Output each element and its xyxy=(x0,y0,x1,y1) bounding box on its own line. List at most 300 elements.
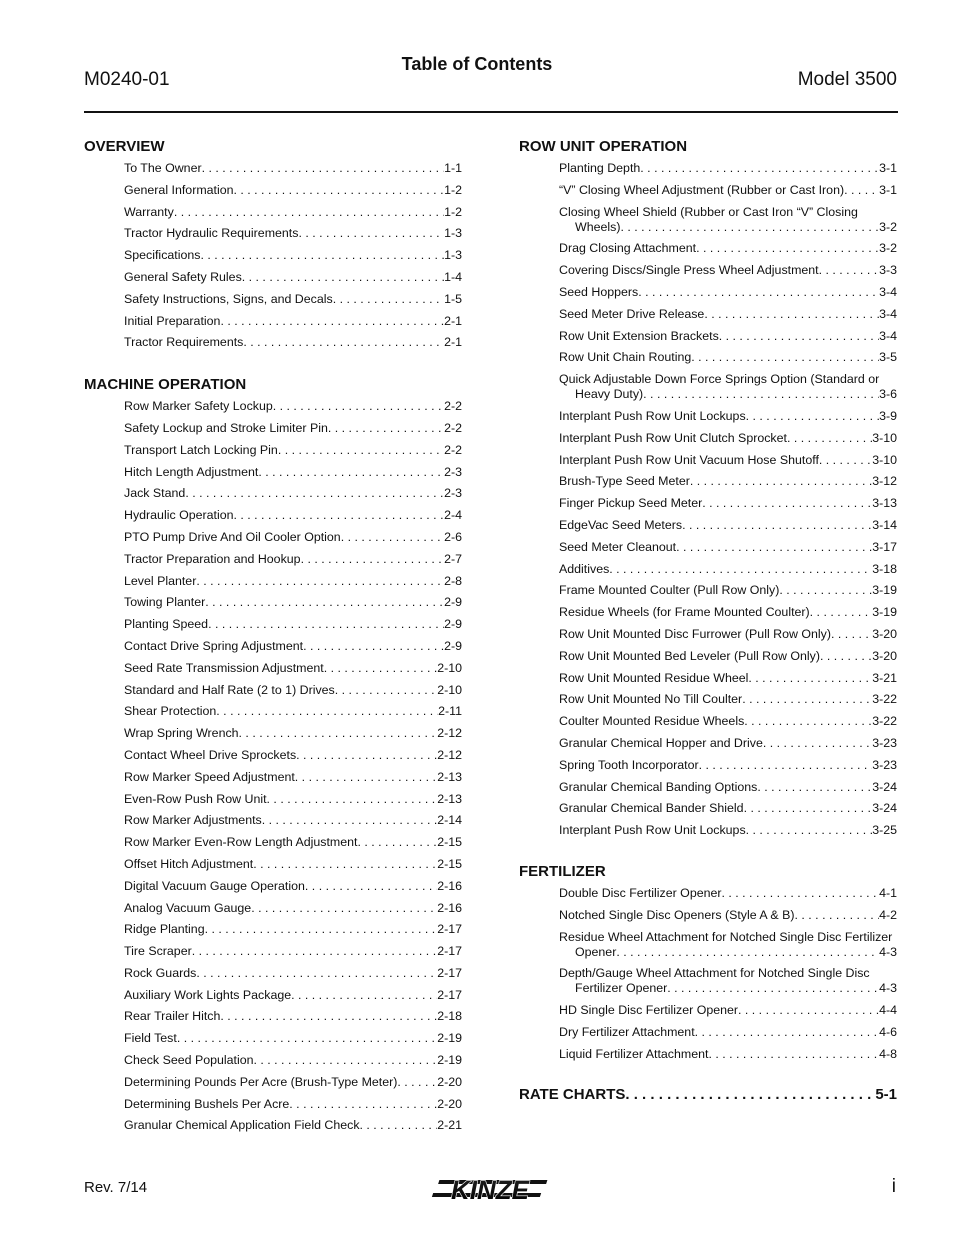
entry-title: EdgeVac Seed Meters xyxy=(559,517,683,532)
toc-entry[interactable] xyxy=(559,714,897,729)
page-number: 1-2 xyxy=(444,182,462,197)
page-number: 3-2 xyxy=(879,241,897,256)
page-number: 2-17 xyxy=(437,922,462,937)
leader-dots xyxy=(609,562,872,577)
entry-title: Towing Planter xyxy=(124,595,206,610)
toc-entry[interactable] xyxy=(559,562,897,577)
page-number: 2-2 xyxy=(444,420,462,435)
logo-text: KINZE xyxy=(451,1175,529,1205)
leader-dots xyxy=(676,540,872,555)
page-number: 3-21 xyxy=(872,670,897,685)
leader-dots xyxy=(341,530,444,545)
page-number: 4-3 xyxy=(879,944,897,959)
leader-dots xyxy=(704,307,879,322)
toc-entry[interactable] xyxy=(559,350,897,365)
toc-entry[interactable] xyxy=(559,966,897,996)
entry-title: Row Unit Mounted Residue Wheel xyxy=(559,670,749,685)
entry-title: Frame Mounted Coulter (Pull Row Only) xyxy=(559,583,780,598)
page-number: 2-19 xyxy=(437,1031,462,1046)
leader-dots xyxy=(643,387,879,402)
page-number: 3-14 xyxy=(872,517,897,532)
leader-dots xyxy=(722,886,880,901)
toc-right-column xyxy=(519,138,897,1103)
entry-title: Additives xyxy=(559,561,610,576)
toc-entry[interactable] xyxy=(124,661,462,676)
toc-entry[interactable] xyxy=(124,335,462,350)
leader-dots xyxy=(202,161,444,176)
toc-entry[interactable] xyxy=(124,770,462,785)
leader-dots xyxy=(296,748,437,763)
page-number: 3-19 xyxy=(872,583,897,598)
entry-title: Transport Latch Locking Pin xyxy=(124,442,278,457)
page-number: 2-9 xyxy=(444,617,462,632)
toc-entry[interactable] xyxy=(124,1118,462,1133)
toc-entry[interactable] xyxy=(559,649,897,664)
toc-entry[interactable] xyxy=(559,671,897,686)
leader-dots xyxy=(267,792,438,807)
toc-entry[interactable] xyxy=(559,886,897,901)
page-number: 4-2 xyxy=(879,907,897,922)
entry-title: Tractor Hydraulic Requirements xyxy=(124,226,299,241)
leader-dots xyxy=(234,508,445,523)
entry-title: Spring Tooth Incorporator xyxy=(559,757,699,772)
entry-title: Tire Scraper xyxy=(124,944,192,959)
toc-entry[interactable] xyxy=(124,314,462,329)
leader-dots xyxy=(746,823,873,838)
page-number: 2-12 xyxy=(437,726,462,741)
toc-entry[interactable] xyxy=(124,421,462,436)
toc-entry[interactable] xyxy=(559,183,897,198)
leader-dots xyxy=(205,595,444,610)
page-number: 1-3 xyxy=(444,248,462,263)
toc-entries xyxy=(124,399,462,1133)
entry-title: Auxiliary Work Lights Package xyxy=(124,987,292,1002)
entry-title: Row Marker Speed Adjustment xyxy=(124,769,295,784)
toc-entry[interactable] xyxy=(124,552,462,567)
page-number: 3-17 xyxy=(872,539,897,554)
toc-entry[interactable] xyxy=(559,908,897,923)
toc-entry[interactable] xyxy=(559,431,897,446)
toc-entry[interactable] xyxy=(124,966,462,981)
leader-dots xyxy=(254,1053,438,1068)
page-number: 2-20 xyxy=(437,1096,462,1111)
toc-entry[interactable] xyxy=(124,683,462,698)
page-number: 2-13 xyxy=(437,769,462,784)
leader-dots xyxy=(196,966,437,981)
leader-dots xyxy=(278,443,444,458)
toc-entry[interactable] xyxy=(559,285,897,300)
page-number: 1-5 xyxy=(444,291,462,306)
page-number: 2-7 xyxy=(444,551,462,566)
revision-label: Rev. 7/14 xyxy=(84,1179,148,1196)
leader-dots xyxy=(742,692,872,707)
section-title: MACHINE OPERATION xyxy=(84,376,247,394)
toc-entries xyxy=(559,161,897,838)
page-number: 1-2 xyxy=(444,204,462,219)
toc-entry[interactable] xyxy=(124,205,462,220)
toc-entry[interactable] xyxy=(124,226,462,241)
leader-dots xyxy=(258,465,444,480)
page-number: 2-17 xyxy=(437,965,462,980)
entry-title: Determining Pounds Per Acre (Brush-Type Meter) xyxy=(124,1074,398,1089)
toc-entry[interactable] xyxy=(124,792,462,807)
toc-entry[interactable] xyxy=(124,486,462,501)
entry-title: Determining Bushels Per Acre xyxy=(124,1096,290,1111)
leader-dots xyxy=(638,285,879,300)
leader-dots xyxy=(702,496,872,511)
section-machine-operation xyxy=(84,376,462,1133)
toc-entry[interactable] xyxy=(124,1031,462,1046)
section-title: RATE CHARTS xyxy=(519,1086,626,1104)
page-number: 2-10 xyxy=(437,682,462,697)
toc-entry-rate-charts[interactable] xyxy=(519,1086,897,1103)
entry-title: General Safety Rules xyxy=(124,269,242,284)
entry-title: Residue Wheel Attachment for Notched Single Disc Fertilizer xyxy=(559,929,893,944)
toc-entry[interactable] xyxy=(124,248,462,263)
entry-title: Interplant Push Row Unit Lockups xyxy=(559,823,746,838)
entry-title-continued: Opener xyxy=(575,944,617,959)
toc-entry[interactable] xyxy=(559,736,897,751)
entry-title: Depth/Gauge Wheel Attachment for Notched Single Disc xyxy=(559,966,870,981)
entry-title: Safety Lockup and Stroke Limiter Pin xyxy=(124,420,328,435)
entry-title: Contact Wheel Drive Sprockets xyxy=(124,747,297,762)
toc-entry[interactable] xyxy=(559,780,897,795)
page-number: 3-9 xyxy=(879,408,897,423)
toc-entry[interactable] xyxy=(124,901,462,916)
page-number: 2-19 xyxy=(437,1053,462,1068)
entry-title: Analog Vacuum Gauge xyxy=(124,900,252,915)
leader-dots xyxy=(667,981,879,996)
toc-entry[interactable] xyxy=(559,540,897,555)
toc-entry[interactable] xyxy=(124,443,462,458)
leader-dots xyxy=(262,813,437,828)
toc-entries xyxy=(559,886,897,1062)
leader-dots xyxy=(289,1097,437,1112)
entry-title: Drag Closing Attachment xyxy=(559,241,697,256)
page-number: 2-16 xyxy=(437,900,462,915)
toc-entry[interactable] xyxy=(559,930,897,960)
leader-dots xyxy=(820,649,872,664)
entry-title: Row Unit Mounted Disc Furrower (Pull Row Only) xyxy=(559,626,831,641)
toc-entry[interactable] xyxy=(124,292,462,307)
toc-entry[interactable] xyxy=(559,161,897,176)
entry-title: Row Marker Even-Row Length Adjustment xyxy=(124,835,358,850)
toc-entry[interactable] xyxy=(559,1025,897,1040)
page-number: 3-4 xyxy=(879,284,897,299)
entry-title: Closing Wheel Shield (Rubber or Cast Iron “V” Closing xyxy=(559,204,858,219)
page-number: 3-12 xyxy=(872,474,897,489)
entry-title: Granular Chemical Hopper and Drive xyxy=(559,735,763,750)
leader-dots xyxy=(682,518,872,533)
toc-entry[interactable] xyxy=(559,496,897,511)
page-number: 2-6 xyxy=(444,529,462,544)
toc-entry[interactable] xyxy=(559,409,897,424)
toc-entry[interactable] xyxy=(124,508,462,523)
leader-dots xyxy=(251,901,437,916)
entry-title: To The Owner xyxy=(124,161,202,175)
toc-entry[interactable] xyxy=(559,453,897,468)
page-number: 3-20 xyxy=(872,648,897,663)
leader-dots xyxy=(185,486,444,501)
leader-dots xyxy=(810,605,873,620)
toc-entry[interactable] xyxy=(559,692,897,707)
leader-dots xyxy=(691,350,879,365)
toc-entry[interactable] xyxy=(124,704,462,719)
entry-title: Seed Rate Transmission Adjustment xyxy=(124,660,324,675)
leader-dots xyxy=(819,453,872,468)
toc-entry[interactable] xyxy=(124,835,462,850)
page-number: 2-3 xyxy=(444,464,462,479)
entry-title: Ridge Planting xyxy=(124,922,205,937)
leader-dots xyxy=(695,1025,879,1040)
entry-title: “V” Closing Wheel Adjustment (Rubber or Cast Iron) xyxy=(559,182,845,197)
entry-title: Safety Instructions, Signs, and Decals xyxy=(124,291,333,306)
toc-entry[interactable] xyxy=(124,922,462,937)
page-number: 2-16 xyxy=(437,878,462,893)
entry-title: Coulter Mounted Residue Wheels xyxy=(559,714,745,729)
toc-entry[interactable] xyxy=(559,372,897,402)
leader-dots xyxy=(291,988,437,1003)
leader-dots xyxy=(831,627,872,642)
toc-entry[interactable] xyxy=(124,1053,462,1068)
toc-entry[interactable] xyxy=(559,263,897,278)
toc-entry[interactable] xyxy=(559,605,897,620)
entry-title: Double Disc Fertilizer Opener xyxy=(559,885,722,900)
toc-entry[interactable] xyxy=(124,530,462,545)
entry-title: Even-Row Push Row Unit xyxy=(124,791,267,806)
leader-dots xyxy=(328,421,444,436)
toc-entry[interactable] xyxy=(559,801,897,816)
page-number: 4-8 xyxy=(879,1046,897,1061)
page-number: 2-2 xyxy=(444,399,462,414)
page-number: 2-12 xyxy=(437,747,462,762)
toc-entry[interactable] xyxy=(124,1075,462,1090)
toc-entry[interactable] xyxy=(124,465,462,480)
entry-title: Row Unit Extension Brackets xyxy=(559,328,719,343)
entry-title: Row Unit Mounted Bed Leveler (Pull Row Only) xyxy=(559,648,821,663)
toc-entry[interactable] xyxy=(124,1009,462,1024)
entry-title: Interplant Push Row Unit Vacuum Hose Shutoff xyxy=(559,452,819,467)
leader-dots xyxy=(819,263,879,278)
toc-entry[interactable] xyxy=(124,595,462,610)
entry-title: Specifications xyxy=(124,248,201,263)
toc-entry[interactable] xyxy=(559,205,897,235)
toc-entry[interactable] xyxy=(124,183,462,198)
section-row-unit-operation xyxy=(519,138,897,838)
page-number: 1-1 xyxy=(444,161,462,175)
page-number: 4-3 xyxy=(879,981,897,996)
leader-dots xyxy=(205,922,438,937)
entry-title: Initial Preparation xyxy=(124,313,221,328)
leader-dots xyxy=(397,1075,437,1090)
page-number: 2-11 xyxy=(438,704,462,719)
leader-dots xyxy=(216,704,438,719)
leader-dots xyxy=(748,671,872,686)
toc-entry[interactable] xyxy=(124,270,462,285)
leader-dots xyxy=(239,726,438,741)
toc-entry[interactable] xyxy=(559,627,897,642)
page-number-footer: i xyxy=(891,1176,896,1197)
section-title: FERTILIZER xyxy=(519,862,606,880)
page-number: 3-24 xyxy=(872,801,897,816)
section-overview xyxy=(84,138,462,350)
toc-entry[interactable] xyxy=(559,1003,897,1018)
leader-dots xyxy=(253,857,437,872)
kinze-logo xyxy=(430,1172,550,1206)
toc-entry[interactable] xyxy=(124,399,462,414)
entry-title: Seed Hoppers xyxy=(559,284,639,299)
page-number: 3-24 xyxy=(872,779,897,794)
leader-dots xyxy=(357,835,437,850)
entry-title: Row Unit Mounted No Till Coulter xyxy=(559,692,743,707)
toc-entry[interactable] xyxy=(559,823,897,838)
page-number: 2-21 xyxy=(437,1118,462,1133)
entry-title: Contact Drive Spring Adjustment xyxy=(124,638,304,653)
leader-dots xyxy=(220,1009,437,1024)
page-title: Table of Contents xyxy=(401,54,553,74)
entry-title: Granular Chemical Application Field Check xyxy=(124,1118,360,1133)
toc-entry[interactable] xyxy=(124,944,462,959)
entry-title: Residue Wheels (for Frame Mounted Coulter) xyxy=(559,605,810,620)
entry-title: Field Test xyxy=(124,1031,177,1046)
page-number: 3-1 xyxy=(879,161,897,175)
toc-entry[interactable] xyxy=(559,758,897,773)
entry-title: HD Single Disc Fertilizer Opener xyxy=(559,1003,739,1018)
leader-dots xyxy=(220,314,444,329)
entry-title: Level Planter xyxy=(124,573,197,588)
leader-dots xyxy=(795,908,880,923)
leader-dots xyxy=(744,714,872,729)
leader-dots xyxy=(787,431,872,446)
page-number: 4-4 xyxy=(879,1003,897,1018)
entry-title: Row Marker Adjustments xyxy=(124,813,262,828)
toc-entry[interactable] xyxy=(124,748,462,763)
leader-dots xyxy=(738,1003,879,1018)
leader-dots xyxy=(719,329,879,344)
leader-dots xyxy=(757,780,872,795)
page-number: 2-20 xyxy=(437,1074,462,1089)
leader-dots xyxy=(625,1086,875,1103)
page-number: 3-4 xyxy=(879,306,897,321)
toc-entry[interactable] xyxy=(124,617,462,632)
leader-dots xyxy=(696,241,879,256)
entry-title: Interplant Push Row Unit Lockups xyxy=(559,408,746,423)
entry-title: Hitch Length Adjustment xyxy=(124,464,259,479)
toc-entry[interactable] xyxy=(559,474,897,489)
page-number: 2-9 xyxy=(444,638,462,653)
leader-dots xyxy=(192,944,437,959)
document-number: M0240-01 xyxy=(84,69,170,90)
leader-dots xyxy=(844,183,879,198)
toc-entry[interactable] xyxy=(124,1097,462,1112)
entry-title: Row Unit Chain Routing xyxy=(559,350,692,365)
page-number: 1-3 xyxy=(444,226,462,241)
page-number: 3-20 xyxy=(872,626,897,641)
leader-dots xyxy=(763,736,872,751)
page-number: 3-1 xyxy=(879,182,897,197)
leader-dots xyxy=(243,335,444,350)
page-number: 2-2 xyxy=(444,442,462,457)
page-number: 3-23 xyxy=(872,735,897,750)
entry-title: Dry Fertilizer Attachment xyxy=(559,1024,695,1039)
entry-title: Granular Chemical Bander Shield xyxy=(559,801,744,816)
entry-title: Shear Protection xyxy=(124,704,217,719)
leader-dots xyxy=(746,409,879,424)
leader-dots xyxy=(335,683,437,698)
leader-dots xyxy=(273,399,444,414)
entry-title: Rock Guards xyxy=(124,965,197,980)
page-number: 2-3 xyxy=(444,486,462,501)
model-name: Model 3500 xyxy=(797,69,897,90)
entry-title: Seed Meter Cleanout xyxy=(559,539,677,554)
leader-dots xyxy=(360,1118,438,1133)
toc-entry[interactable] xyxy=(124,161,462,176)
page-number: 3-2 xyxy=(879,219,897,234)
leader-dots xyxy=(620,220,879,235)
entry-title: Quick Adjustable Down Force Springs Option (Standard or xyxy=(559,372,880,387)
entry-title: Planting Depth xyxy=(559,161,641,175)
page-number: 3-4 xyxy=(879,328,897,343)
entry-title: Tractor Requirements xyxy=(124,335,244,350)
toc-entry[interactable] xyxy=(559,329,897,344)
entry-title: Interplant Push Row Unit Clutch Sprocket xyxy=(559,430,787,445)
entry-title: PTO Pump Drive And Oil Cooler Option xyxy=(124,529,341,544)
toc-entry[interactable] xyxy=(124,988,462,1003)
page-number: 4-1 xyxy=(879,885,897,900)
page-number: 3-22 xyxy=(872,692,897,707)
page-number: 3-22 xyxy=(872,714,897,729)
entry-title-continued: Heavy Duty) xyxy=(575,387,644,402)
toc-entry[interactable] xyxy=(559,307,897,322)
leader-dots xyxy=(295,770,437,785)
leader-dots xyxy=(616,945,879,960)
entry-title: Notched Single Disc Openers (Style A & B) xyxy=(559,907,795,922)
entry-title: Row Marker Safety Lockup xyxy=(124,399,273,414)
page-number: 2-14 xyxy=(437,813,462,828)
entry-title: Rear Trailer Hitch xyxy=(124,1009,221,1024)
entry-title: Check Seed Population xyxy=(124,1053,254,1068)
toc-entry[interactable] xyxy=(124,879,462,894)
leader-dots xyxy=(174,205,444,220)
entry-title: Finger Pickup Seed Meter xyxy=(559,496,703,511)
page-number: 3-25 xyxy=(872,823,897,838)
header-rule xyxy=(84,111,898,113)
toc-entry[interactable] xyxy=(559,518,897,533)
leader-dots xyxy=(208,617,444,632)
entry-title: Offset Hitch Adjustment xyxy=(124,856,254,871)
toc-entry[interactable] xyxy=(124,639,462,654)
page-number: 3-5 xyxy=(879,350,897,365)
toc-entry[interactable] xyxy=(124,574,462,589)
page-number: 2-17 xyxy=(437,987,462,1002)
leader-dots xyxy=(699,758,873,773)
entry-title: Hydraulic Operation xyxy=(124,508,234,523)
entry-title: Liquid Fertilizer Attachment xyxy=(559,1046,709,1061)
toc-entry[interactable] xyxy=(559,1047,897,1062)
toc-entry[interactable] xyxy=(124,813,462,828)
toc-entry[interactable] xyxy=(124,726,462,741)
leader-dots xyxy=(303,639,444,654)
toc-entry[interactable] xyxy=(124,857,462,872)
toc-entry[interactable] xyxy=(559,583,897,598)
leader-dots xyxy=(196,574,444,589)
page-number: 3-23 xyxy=(872,757,897,772)
leader-dots xyxy=(708,1047,879,1062)
toc-entry[interactable] xyxy=(559,241,897,256)
entry-title: General Information xyxy=(124,182,234,197)
page-number: 2-13 xyxy=(437,791,462,806)
entry-title: Warranty xyxy=(124,204,174,219)
